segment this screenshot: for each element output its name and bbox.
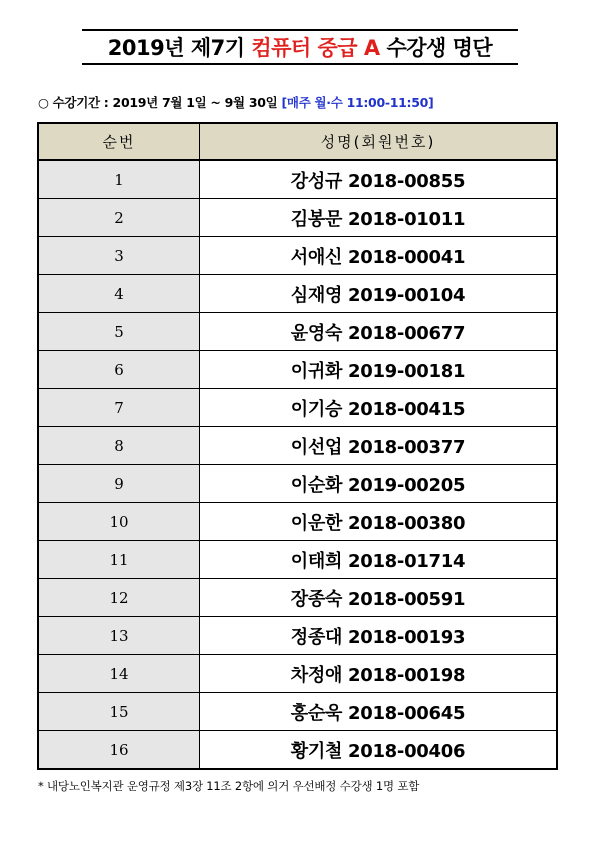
row-number: 15 [38, 693, 200, 731]
table-row [38, 503, 557, 541]
row-name-member-id: 이태희 2018-01714 [200, 541, 558, 579]
row-number: 6 [38, 351, 200, 389]
student-table [37, 122, 558, 770]
row-name-member-id: 심재영 2019-00104 [200, 275, 558, 313]
row-name-member-id: 홍순욱 2018-00645 [200, 693, 558, 731]
row-number: 8 [38, 427, 200, 465]
table-row [38, 693, 557, 731]
row-name-member-id: 김봉문 2018-01011 [200, 199, 558, 237]
table-row [38, 427, 557, 465]
header-number: 순번 [38, 123, 200, 160]
document-title [82, 29, 518, 65]
row-name-member-id: 이선업 2018-00377 [200, 427, 558, 465]
header-name: 성명(회원번호) [200, 123, 558, 160]
table-header-row [38, 123, 557, 160]
course-period [38, 93, 433, 111]
row-number: 4 [38, 275, 200, 313]
row-name-member-id: 황기철 2018-00406 [200, 731, 558, 770]
title-course: 컴퓨터 중급 A [251, 36, 380, 60]
row-name-member-id: 차정애 2018-00198 [200, 655, 558, 693]
row-name-member-id: 장종숙 2018-00591 [200, 579, 558, 617]
row-name-member-id: 서애신 2018-00041 [200, 237, 558, 275]
table-row [38, 465, 557, 503]
row-number: 9 [38, 465, 200, 503]
row-number: 1 [38, 160, 200, 199]
row-number: 16 [38, 731, 200, 770]
footnote: * 내당노인복지관 운영규정 제3장 11조 2항에 의거 우선배정 수강생 1명 포함 [38, 779, 420, 793]
table-row [38, 275, 557, 313]
row-number: 7 [38, 389, 200, 427]
table-row [38, 351, 557, 389]
table-row [38, 655, 557, 693]
row-name-member-id: 강성규 2018-00855 [200, 160, 558, 199]
row-name-member-id: 이기승 2018-00415 [200, 389, 558, 427]
period-schedule: [매주 월·수 11:00-11:50] [281, 95, 434, 110]
table-row [38, 617, 557, 655]
table-row [38, 731, 557, 770]
row-name-member-id: 이귀화 2019-00181 [200, 351, 558, 389]
table-body [38, 160, 557, 769]
row-number: 13 [38, 617, 200, 655]
table-row [38, 389, 557, 427]
row-name-member-id: 이운한 2018-00380 [200, 503, 558, 541]
row-number: 14 [38, 655, 200, 693]
title-suffix: 수강생 명단 [379, 36, 493, 60]
row-number: 10 [38, 503, 200, 541]
row-number: 5 [38, 313, 200, 351]
row-name-member-id: 정종대 2018-00193 [200, 617, 558, 655]
table-row [38, 579, 557, 617]
row-number: 3 [38, 237, 200, 275]
row-number: 2 [38, 199, 200, 237]
table-row [38, 160, 557, 199]
table-row [38, 199, 557, 237]
table-row [38, 237, 557, 275]
table-row [38, 313, 557, 351]
title-prefix: 2019년 제7기 [107, 36, 252, 60]
period-label: ○ 수강기간 : 2019년 7월 1일 ~ 9월 30일 [38, 95, 282, 110]
row-name-member-id: 이순화 2019-00205 [200, 465, 558, 503]
row-number: 12 [38, 579, 200, 617]
table-row [38, 541, 557, 579]
row-number: 11 [38, 541, 200, 579]
row-name-member-id: 윤영숙 2018-00677 [200, 313, 558, 351]
